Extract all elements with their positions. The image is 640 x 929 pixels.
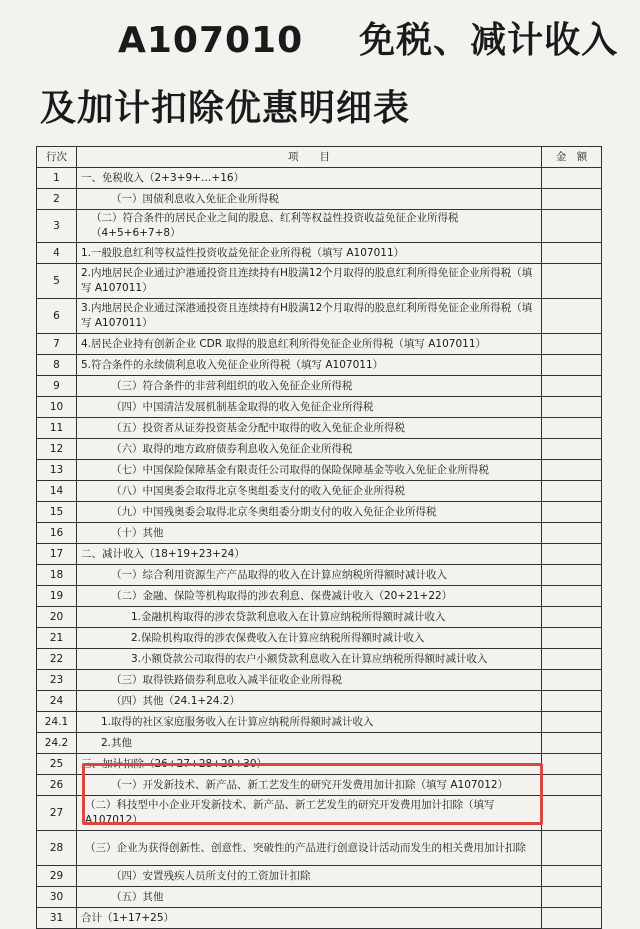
row-amount[interactable] xyxy=(542,775,602,796)
table-row xyxy=(37,670,602,691)
row-amount[interactable] xyxy=(542,796,602,831)
row-amount[interactable] xyxy=(542,397,602,418)
row-item: 二、减计收入（18+19+23+24） xyxy=(77,544,542,565)
row-item: （二）科技型中小企业开发新技术、新产品、新工艺发生的研究开发费用加计扣除（填写 A107012） xyxy=(77,796,542,831)
row-item: （五）其他 xyxy=(77,887,542,908)
table-row xyxy=(37,376,602,397)
table-row xyxy=(37,264,602,299)
row-item: 4.居民企业持有创新企业 CDR 取得的股息红利所得免征企业所得税（填写 A107011） xyxy=(77,334,542,355)
row-item: （一）综合利用资源生产产品取得的收入在计算应纳税所得额时减计收入 xyxy=(77,565,542,586)
row-amount[interactable] xyxy=(542,733,602,754)
form-code: A107010 xyxy=(118,20,304,61)
row-amount[interactable] xyxy=(542,481,602,502)
row-number: 11 xyxy=(37,418,77,439)
row-item: （二）金融、保险等机构取得的涉农利息、保费减计收入（20+21+22） xyxy=(77,586,542,607)
row-amount[interactable] xyxy=(542,887,602,908)
form-title-text: 免税、减计收入 xyxy=(359,20,619,61)
row-amount[interactable] xyxy=(542,502,602,523)
table-row xyxy=(37,908,602,929)
header-amount: 金 额 xyxy=(542,147,602,168)
table-row xyxy=(37,796,602,831)
row-item: （四）其他（24.1+24.2） xyxy=(77,691,542,712)
row-item: （七）中国保险保障基金有限责任公司取得的保险保障基金等收入免征企业所得税 xyxy=(77,460,542,481)
row-number: 13 xyxy=(37,460,77,481)
row-number: 5 xyxy=(37,264,77,299)
row-amount[interactable] xyxy=(542,355,602,376)
row-amount[interactable] xyxy=(542,460,602,481)
table-row xyxy=(37,628,602,649)
row-number: 26 xyxy=(37,775,77,796)
row-amount[interactable] xyxy=(542,565,602,586)
row-number: 21 xyxy=(37,628,77,649)
row-number: 4 xyxy=(37,243,77,264)
row-item: 3.小额贷款公司取得的农户小额贷款利息收入在计算应纳税所得额时减计收入 xyxy=(77,649,542,670)
table-row xyxy=(37,586,602,607)
row-item: （六）取得的地方政府债券利息收入免征企业所得税 xyxy=(77,439,542,460)
table-row xyxy=(37,397,602,418)
row-item: （五）投资者从证券投资基金分配中取得的收入免征企业所得税 xyxy=(77,418,542,439)
table-row xyxy=(37,481,602,502)
table-row xyxy=(37,775,602,796)
row-item: 1.取得的社区家庭服务收入在计算应纳税所得额时减计收入 xyxy=(77,712,542,733)
row-amount[interactable] xyxy=(542,831,602,866)
row-number: 7 xyxy=(37,334,77,355)
row-item: （一）开发新技术、新产品、新工艺发生的研究开发费用加计扣除（填写 A107012） xyxy=(77,775,542,796)
row-item: （三）取得铁路债券利息收入减半征收企业所得税 xyxy=(77,670,542,691)
row-number: 9 xyxy=(37,376,77,397)
row-number: 24.2 xyxy=(37,733,77,754)
row-amount[interactable] xyxy=(542,649,602,670)
table-row xyxy=(37,299,602,334)
row-item: （一）国债利息收入免征企业所得税 xyxy=(77,189,542,210)
header-row-number: 行次 xyxy=(37,147,77,168)
row-amount[interactable] xyxy=(542,418,602,439)
row-amount[interactable] xyxy=(542,670,602,691)
row-amount[interactable] xyxy=(542,586,602,607)
row-amount[interactable] xyxy=(542,754,602,775)
row-number: 2 xyxy=(37,189,77,210)
row-amount[interactable] xyxy=(542,691,602,712)
row-number: 19 xyxy=(37,586,77,607)
row-amount[interactable] xyxy=(542,544,602,565)
table-row xyxy=(37,866,602,887)
row-amount[interactable] xyxy=(542,264,602,299)
table-row xyxy=(37,733,602,754)
row-number: 1 xyxy=(37,168,77,189)
row-number: 3 xyxy=(37,210,77,243)
table-row xyxy=(37,754,602,775)
table-header-row xyxy=(37,147,602,168)
row-number: 27 xyxy=(37,796,77,831)
row-item: （八）中国奥委会取得北京冬奥组委支付的收入免征企业所得税 xyxy=(77,481,542,502)
row-amount[interactable] xyxy=(542,439,602,460)
table-row xyxy=(37,649,602,670)
row-item: 2.保险机构取得的涉农保费收入在计算应纳税所得额时减计收入 xyxy=(77,628,542,649)
header-item: 项 目 xyxy=(77,147,542,168)
row-item: （三）企业为获得创新性、创意性、突破性的产品进行创意设计活动而发生的相关费用加计扣除 xyxy=(77,831,542,866)
row-number: 18 xyxy=(37,565,77,586)
row-item: 3.内地居民企业通过深港通投资且连续持有H股满12个月取得的股息红利所得免征企业所得税（填写 A107011） xyxy=(77,299,542,334)
row-item: 5.符合条件的永续债利息收入免征企业所得税（填写 A107011） xyxy=(77,355,542,376)
row-item: （三）符合条件的非营利组织的收入免征企业所得税 xyxy=(77,376,542,397)
row-amount[interactable] xyxy=(542,628,602,649)
row-number: 17 xyxy=(37,544,77,565)
table-row xyxy=(37,418,602,439)
row-item: （四）安置残疾人员所支付的工资加计扣除 xyxy=(77,866,542,887)
table-row xyxy=(37,189,602,210)
row-number: 12 xyxy=(37,439,77,460)
table-row xyxy=(37,334,602,355)
row-number: 14 xyxy=(37,481,77,502)
row-item: （九）中国残奥委会取得北京冬奥组委分期支付的收入免征企业所得税 xyxy=(77,502,542,523)
row-amount[interactable] xyxy=(542,168,602,189)
row-item: 一、免税收入（2+3+9+…+16） xyxy=(77,168,542,189)
row-number: 8 xyxy=(37,355,77,376)
form-title-line2: 及加计扣除优惠明细表 xyxy=(40,88,411,129)
row-number: 16 xyxy=(37,523,77,544)
row-amount[interactable] xyxy=(542,376,602,397)
row-item: 三、加计扣除（26+27+28+29+30） xyxy=(77,754,542,775)
row-number: 10 xyxy=(37,397,77,418)
row-item: （四）中国清洁发展机制基金取得的收入免征企业所得税 xyxy=(77,397,542,418)
row-amount[interactable] xyxy=(542,523,602,544)
table-row xyxy=(37,887,602,908)
table-row xyxy=(37,502,602,523)
table-row xyxy=(37,460,602,481)
row-number: 24 xyxy=(37,691,77,712)
row-number: 25 xyxy=(37,754,77,775)
table-row xyxy=(37,168,602,189)
row-amount[interactable] xyxy=(542,210,602,243)
row-number: 30 xyxy=(37,887,77,908)
row-number: 24.1 xyxy=(37,712,77,733)
row-item: 1.金融机构取得的涉农贷款利息收入在计算应纳税所得额时减计收入 xyxy=(77,607,542,628)
row-amount[interactable] xyxy=(542,712,602,733)
row-item: （十）其他 xyxy=(77,523,542,544)
row-item: 合计（1+17+25） xyxy=(77,908,542,929)
row-number: 29 xyxy=(37,866,77,887)
table-row xyxy=(37,831,602,866)
table-row xyxy=(37,691,602,712)
deduction-detail-table xyxy=(36,146,602,929)
table-row xyxy=(37,565,602,586)
row-item: 2.内地居民企业通过沪港通投资且连续持有H股满12个月取得的股息红利所得免征企业所得税（填写 A107011） xyxy=(77,264,542,299)
row-item: 1.一般股息红利等权益性投资收益免征企业所得税（填写 A107011） xyxy=(77,243,542,264)
row-amount[interactable] xyxy=(542,607,602,628)
row-amount[interactable] xyxy=(542,334,602,355)
table-row xyxy=(37,243,602,264)
row-number: 31 xyxy=(37,908,77,929)
row-number: 15 xyxy=(37,502,77,523)
table-row xyxy=(37,355,602,376)
table-row xyxy=(37,544,602,565)
table-row xyxy=(37,607,602,628)
row-amount[interactable] xyxy=(542,299,602,334)
form-title-line1 xyxy=(118,12,618,63)
row-number: 6 xyxy=(37,299,77,334)
row-amount[interactable] xyxy=(542,866,602,887)
row-number: 23 xyxy=(37,670,77,691)
row-amount[interactable] xyxy=(542,189,602,210)
row-item: （二）符合条件的居民企业之间的股息、红利等权益性投资收益免征企业所得税（4+5+6+7+8） xyxy=(77,210,542,243)
row-number: 22 xyxy=(37,649,77,670)
row-number: 28 xyxy=(37,831,77,866)
row-item: 2.其他 xyxy=(77,733,542,754)
table-row xyxy=(37,439,602,460)
row-amount[interactable] xyxy=(542,243,602,264)
table-row xyxy=(37,523,602,544)
table-row xyxy=(37,712,602,733)
table-row xyxy=(37,210,602,243)
row-amount[interactable] xyxy=(542,908,602,929)
row-number: 20 xyxy=(37,607,77,628)
